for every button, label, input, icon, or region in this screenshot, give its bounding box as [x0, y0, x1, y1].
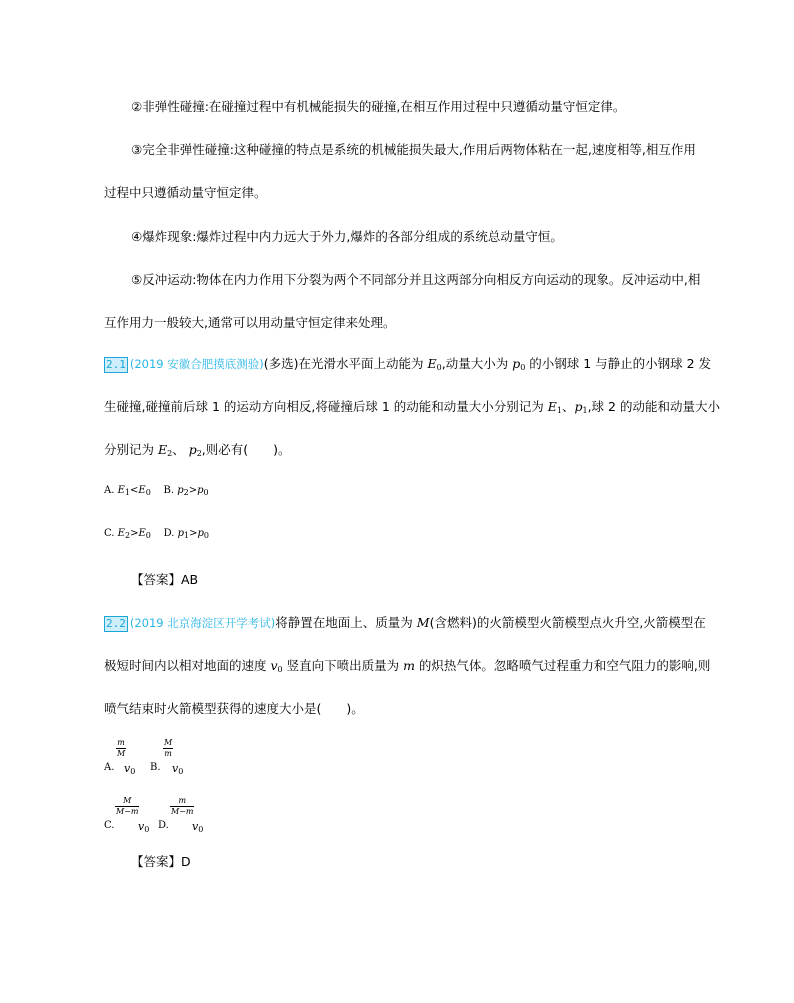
question-2-1-line1 [104, 354, 711, 373]
option-c-velocity: $v_0$ [138, 820, 150, 834]
question-text: 生碰撞,碰撞前后球 1 的运动方向相反,将碰撞后球 1 的动能和动量大小分别记为 [104, 399, 548, 414]
option-b-fraction: $\frac{M}{m}$ [164, 738, 173, 758]
options-row-cd [104, 528, 209, 540]
question-2-1-line2 [104, 397, 720, 415]
option-d-fraction: $\frac{m}{M-m}$ [171, 796, 194, 816]
question-2-2-line3: 喷气结束时火箭模型获得的速度大小是( )。 [104, 701, 364, 716]
question-text: 竖直向下喷出质量为 [282, 658, 404, 673]
separator: 、 [561, 399, 575, 414]
math-M: M [416, 615, 430, 630]
question-text: ,球 2 的动能和动量大小 [587, 399, 720, 414]
answer-2-2: 【答案】D [131, 854, 191, 869]
question-2-2-line2 [104, 656, 710, 674]
question-text: ,则必有( )。 [201, 442, 291, 457]
separator: 、 [172, 442, 189, 457]
question-text: (含燃料)的火箭模型火箭模型点火升空,火箭模型在 [429, 615, 706, 630]
math-E2: $E_2$ [157, 442, 173, 458]
paragraph-recoil-line1: ⑤反冲运动:物体在内力作用下分裂为两个不同部分并且这两部分向相反方向运动的现象。反冲运动中,相 [131, 272, 701, 287]
option-a-velocity: $v_0$ [124, 762, 136, 776]
question-text: 的炽热气体。忽略喷气过程重力和空气阻力的影响,则 [414, 658, 711, 673]
option-a-fraction: $\frac{m}{M}$ [117, 738, 126, 758]
question-text: 分别记为 [104, 442, 158, 457]
math-E1: $E_1$ [547, 399, 562, 415]
option-d-velocity: $v_0$ [192, 820, 204, 834]
question-text: 将静置在地面上、质量为 [275, 615, 417, 630]
paragraph-explosion: ④爆炸现象:爆炸过程中内力远大于外力,爆炸的各部分组成的系统总动量守恒。 [131, 229, 563, 244]
question-2-1-line3 [104, 440, 291, 458]
question-text: 极短时间内以相对地面的速度 [104, 658, 271, 673]
question-number-tag: 2.2 [106, 617, 126, 630]
option-a: A. $E_1<E_0$ [104, 485, 151, 497]
question-text: (多选)在光滑水平面上动能为 [263, 356, 428, 371]
question-text: ,动量大小为 [441, 356, 513, 371]
option-d-label: D. [158, 820, 169, 831]
question-source: (2019 北京海淀区开学考试) [129, 616, 276, 630]
question-source: (2019 安徽合肥摸底测验) [129, 357, 264, 371]
math-E0: $E_0$ [427, 356, 442, 372]
paragraph-perfectly-inelastic-line2: 过程中只遵循动量守恒定律。 [104, 185, 267, 200]
option-c-label: C. [104, 820, 115, 831]
option-b-label: B. [150, 762, 161, 773]
math-p0: $p_0$ [512, 356, 526, 372]
paragraph-perfectly-inelastic-line1: ③完全非弹性碰撞:这种碰撞的特点是系统的机械能损失最大,作用后两物体粘在一起,速度相等,相互作用 [131, 142, 696, 157]
question-text: 的小钢球 1 与静止的小钢球 2 发 [525, 356, 712, 371]
question-2-2-line1 [104, 613, 706, 632]
math-p2: $p_2$ [188, 442, 202, 458]
option-c: C. $E_2>E_0$ [104, 528, 151, 540]
option-d: D. $p_1>p_0$ [163, 528, 209, 540]
options-row-ab [104, 485, 209, 497]
math-m: m [403, 658, 415, 673]
math-v0: $v_0$ [270, 658, 283, 674]
answer-2-1: 【答案】AB [131, 572, 199, 587]
option-a-label: A. [104, 762, 115, 773]
option-b-velocity: $v_0$ [172, 762, 184, 776]
paragraph-inelastic-collision: ②非弹性碰撞:在碰撞过程中有机械能损失的碰撞,在相互作用过程中只遵循动量守恒定律。 [131, 99, 626, 114]
math-p1: $p_1$ [574, 399, 588, 415]
option-b: B. $p_2>p_0$ [163, 485, 209, 497]
option-c-fraction: $\frac{M}{M-m}$ [116, 796, 139, 816]
paragraph-recoil-line2: 互作用力一般较大,通常可以用动量守恒定律来处理。 [104, 315, 396, 330]
question-number-tag: 2.1 [106, 358, 126, 371]
